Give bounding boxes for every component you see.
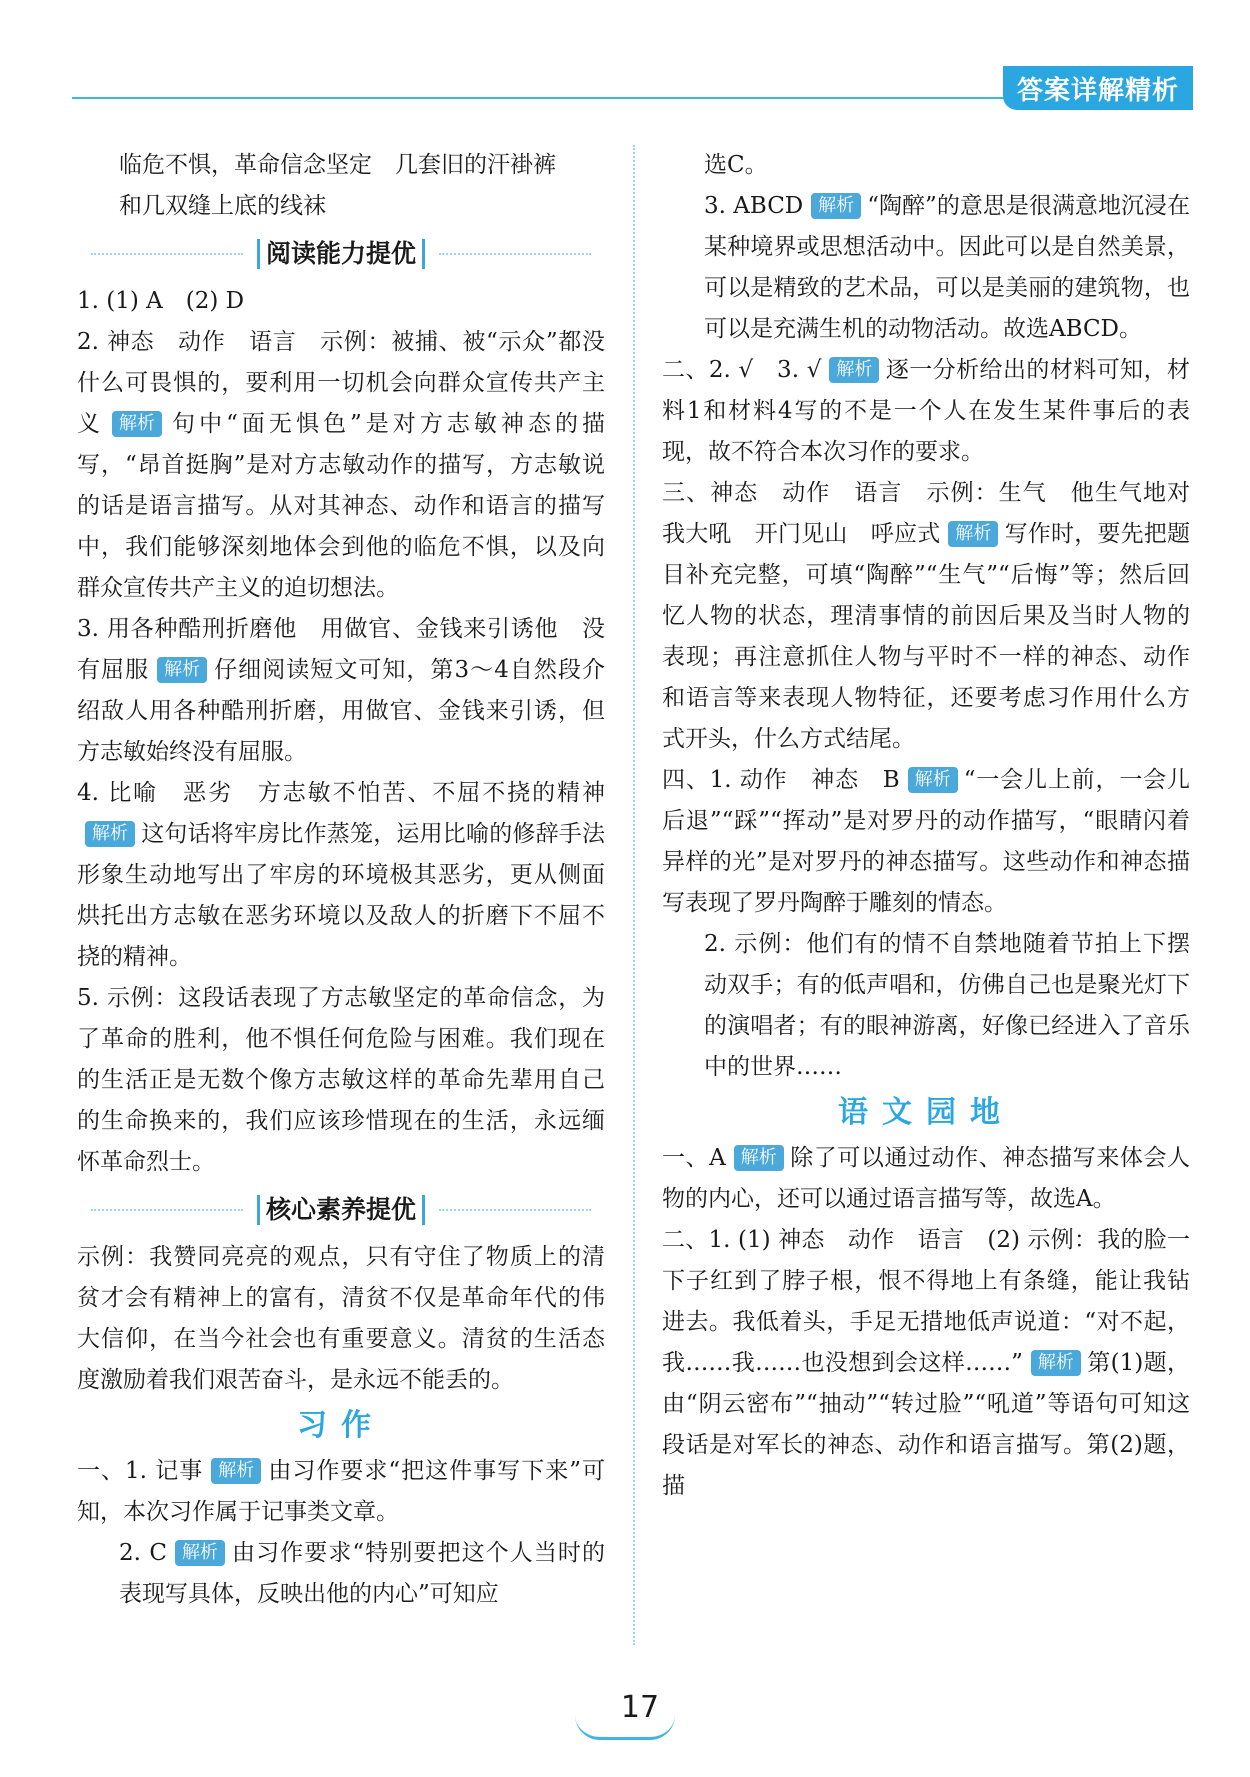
analysis-badge: 解析	[1031, 1350, 1081, 1376]
header-tag: 答案详解精析	[1003, 66, 1193, 110]
analysis-badge: 解析	[112, 411, 162, 437]
answer-r3: 3. ABCD 解析 “陶醉”的意思是很满意地沉浸在某种境界或思想活动中。因此可以是自然美景，可以是精致的艺术品，可以是美丽的建筑物，也可以是充满生机的动物活动。故选ABCD。	[704, 193, 1190, 342]
section-title: 阅读能力提优	[257, 239, 425, 269]
analysis-badge: 解析	[948, 521, 998, 547]
left-column	[77, 145, 605, 1615]
answer-r4: 二、2. √ 3. √ 解析 逐一分析给出的材料可知，材料1和材料4写的不是一个人在发生某件事后的表现，故不符合本次习作的要求。	[662, 357, 1190, 465]
answer-r5: 三、神态 动作 语言 示例：生气 他生气地对我大吼 开门见山 呼应式 解析 写作时，要先把题目补充完整，可填“陶醉”“生气”“后悔”等；然后回忆人物的状态，理清事情的前因后果及当时人物的表现；再注意抓住人物与平时不一样的神态、动作和语言等来表现人物特征，还要考虑习作用什么方式开头，什么方式结尾。	[662, 480, 1191, 752]
writing-answer-1: 一、1. 记事 解析 由习作要求“把这件事写下来”可知，本次习作属于记事类文章。	[77, 1458, 605, 1525]
answer-4: 4. 比喻 恶劣 方志敏不怕苦、不屈不挠的精神解析 这句话将牢房比作蒸笼，运用比喻的修辞手法形象生动地写出了牢房的环境极其恶劣，更从侧面烘托出方志敏在恶劣环境以及敌人的折磨下不屈不挠的精神。	[77, 780, 605, 970]
analysis-badge: 解析	[157, 657, 207, 683]
garden-answer-2: 二、1. (1) 神态 动作 语言 (2) 示例：我的脸一下子红到了脖子根，恨不得地上有条缝，能让我钻进去。我低着头，手足无措地低声说道：“对不起，我……我……也没想到会这样……” 解析 第(1)题，由“阴云密布”“抽动”“转过脸”“吼道”等语句可知这段话是对军长的神态、动作和语言描写。第(2)题，描	[662, 1227, 1190, 1499]
intro-line-1: 临危不惧，革命信念坚定 几套旧的汗褂裤	[119, 152, 556, 178]
answer-r0: 选C。	[704, 152, 768, 178]
section-reading	[77, 233, 605, 275]
analysis-badge: 解析	[908, 767, 958, 793]
section-core	[77, 1189, 605, 1231]
answer-5: 5. 示例：这段话表现了方志敏坚定的革命信念，为了革命的胜利，他不惧任何危险与困难。我们现在的生活正是无数个像方志敏这样的革命先辈用自己的生命换来的，我们应该珍惜现在的生活，永远缅怀革命烈士。	[77, 985, 605, 1175]
column-divider	[633, 145, 635, 1645]
answer-1: 1. (1) A (2) D	[77, 288, 245, 314]
page-number: 17	[620, 1690, 660, 1725]
answer-3: 3. 用各种酷刑折磨他 用做官、金钱来引诱他 没有屈服 解析 仔细阅读短文可知，第3～4自然段介绍敌人用各种酷刑折磨，用做官、金钱来引诱，但方志敏始终没有屈服。	[77, 616, 605, 765]
writing-title: 习作	[297, 1408, 385, 1443]
garden-answer-1: 一、A 解析 除了可以通过动作、神态描写来体会人物的内心，还可以通过语言描写等，故选A。	[662, 1145, 1190, 1212]
analysis-badge: 解析	[175, 1540, 225, 1566]
section-title: 核心素养提优	[257, 1195, 425, 1225]
analysis-badge: 解析	[85, 821, 135, 847]
answer-r7: 2. 示例：他们有的情不自禁地随着节拍上下摆动双手；有的低声唱和，仿佛自己也是聚光灯下的演唱者；有的眼神游离，好像已经进入了音乐中的世界……	[704, 931, 1190, 1080]
analysis-badge: 解析	[811, 193, 861, 219]
page-number-arc	[575, 1715, 675, 1740]
analysis-badge: 解析	[734, 1145, 784, 1171]
header-rule	[72, 97, 1007, 99]
intro-line-2: 和几双缝上底的线袜	[119, 193, 326, 219]
analysis-badge: 解析	[211, 1458, 261, 1484]
writing-answer-2: 2. C 解析 由习作要求“特别要把这个人当时的表现写具体，反映出他的内心”可知应	[119, 1540, 605, 1607]
analysis-badge: 解析	[829, 357, 879, 383]
core-answer: 示例：我赞同亮亮的观点，只有守住了物质上的清贫才会有精神上的富有，清贫不仅是革命年代的伟大信仰，在当今社会也有重要意义。清贫的生活态度激励着我们艰苦奋斗，是永远不能丢的。	[77, 1244, 605, 1393]
garden-title: 语文园地	[838, 1095, 1014, 1130]
answer-r6: 四、1. 动作 神态 B 解析 “一会儿上前，一会儿后退”“踩”“挥动”是对罗丹的动作描写，“眼睛闪着异样的光”是对罗丹的神态描写。这些动作和神态描写表现了罗丹陶醉于雕刻的情态。	[662, 767, 1190, 916]
right-column	[662, 145, 1190, 1507]
answer-2: 2. 神态 动作 语言 示例：被捕、被“示众”都没什么可畏惧的，要利用一切机会向群众宣传共产主义 解析 句中“面无惧色”是对方志敏神态的描写，“昂首挺胸”是对方志敏动作的描写，方志敏说的话是语言描写。从对其神态、动作和语言的描写中，我们能够深刻地体会到他的临危不惧，以及向群众宣传共产主义的迫切想法。	[77, 329, 605, 601]
